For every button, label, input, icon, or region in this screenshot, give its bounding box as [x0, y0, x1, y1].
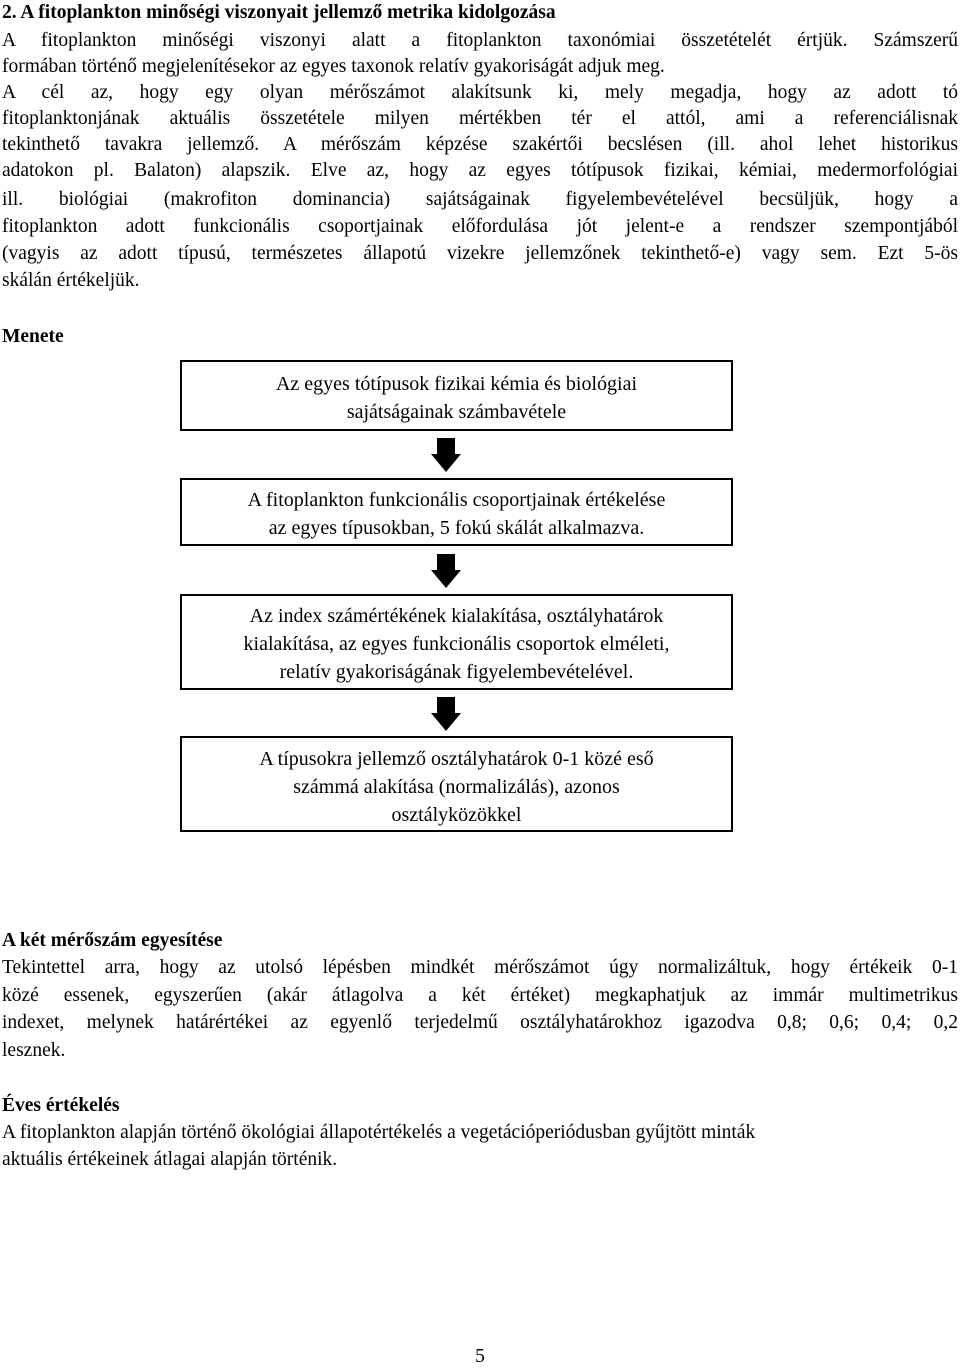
- eves-line: aktuális értékeinek átlagai alapján történik.: [2, 1149, 338, 1170]
- eves-line: A fitoplankton alapján történő ökológiai állapotértékelés a vegetációperiódusban gyűjtött minták: [2, 1122, 756, 1143]
- intro-line: fitoplankton adott funkcionális csoportjainak előfordulása jót jelent-e a rendszer szempontjából: [2, 216, 958, 237]
- flow-step-box: [180, 594, 733, 690]
- down-arrow-icon: [431, 554, 461, 588]
- flow-step-line: számmá alakítása (normalizálás), azonos: [293, 776, 620, 798]
- ket-line: közé essenek, egyszerűen (akár átlagolva a két értéket) megkaphatjuk az immár multimetrikus: [2, 985, 958, 1006]
- menete-title: Menete: [2, 326, 64, 347]
- intro-line: adatokon pl. Balaton) alapszik. Elve az, hogy az egyes tótípusok fizikai, kémiai, medermorfológiai: [2, 160, 958, 181]
- section-title-eves: Éves értékelés: [2, 1095, 120, 1116]
- intro-line: ill. biológiai (makrofiton dominancia) sajátságainak figyelembevételével becsüljük, hogy a: [2, 189, 958, 210]
- flow-step-line: A típusokra jellemző osztályhatárok 0-1 közé eső: [259, 748, 654, 770]
- flow-step-line: relatív gyakoriságának figyelembevételével.: [279, 661, 634, 683]
- flow-step-line: Az index számértékének kialakítása, osztályhatárok: [249, 605, 664, 627]
- intro-line: formában történő megjelenítésekor az egyes taxonok relatív gyakoriságát adjuk meg.: [2, 56, 665, 77]
- down-arrow-icon: [431, 697, 461, 731]
- flow-step-line: osztályközökkel: [391, 804, 522, 826]
- flow-step-line: A fitoplankton funkcionális csoportjainak értékelése: [247, 489, 666, 511]
- page-number: 5: [475, 1346, 485, 1367]
- flow-step-box: [180, 360, 733, 431]
- flow-step-line: sajátságainak számbavétele: [346, 401, 567, 423]
- intro-line: (vagyis az adott típusú, természetes állapotú vizekre jellemzőnek tekinthető-e) vagy sem. Ezt 5-ös: [2, 243, 958, 264]
- flow-step-box: [180, 736, 733, 832]
- flow-step-line: az egyes típusokban, 5 fokú skálát alkalmazva.: [268, 517, 645, 539]
- flow-step-line: Az egyes tótípusok fizikai kémia és biológiai: [275, 373, 638, 395]
- flow-step-line: kialakítása, az egyes funkcionális csoportok elméleti,: [243, 633, 670, 655]
- section-title-ket: A két mérőszám egyesítése: [2, 930, 223, 951]
- flow-step-box: [180, 478, 733, 546]
- intro-line: A fitoplankton minőségi viszonyi alatt a fitoplankton taxonómiai összetételét értjük. Számszerű: [2, 30, 958, 51]
- down-arrow-icon: [431, 438, 461, 472]
- intro-line: fitoplanktonjának aktuális összetétele milyen mértékben tér el attól, ami a referenciálisnak: [2, 108, 958, 129]
- ket-line: indexet, melynek határértékei az egyenlő terjedelmű osztályhatárokhoz igazodva 0,8; 0,6; 0,4; 0,2: [2, 1012, 958, 1033]
- section-heading: 2. A fitoplankton minőségi viszonyait jellemző metrika kidolgozása: [2, 2, 556, 23]
- intro-line: A cél az, hogy egy olyan mérőszámot alakítsunk ki, mely megadja, hogy az adott tó: [2, 82, 958, 103]
- ket-line: lesznek.: [2, 1040, 66, 1061]
- intro-line: tekinthető tavakra jellemző. A mérőszám képzése szakértői becslésen (ill. ahol lehet historikus: [2, 134, 958, 155]
- intro-line: skálán értékeljük.: [2, 270, 140, 291]
- ket-line: Tekintettel arra, hogy az utolsó lépésben mindkét mérőszámot úgy normalizáltuk, hogy értékeik 0-1: [2, 957, 958, 978]
